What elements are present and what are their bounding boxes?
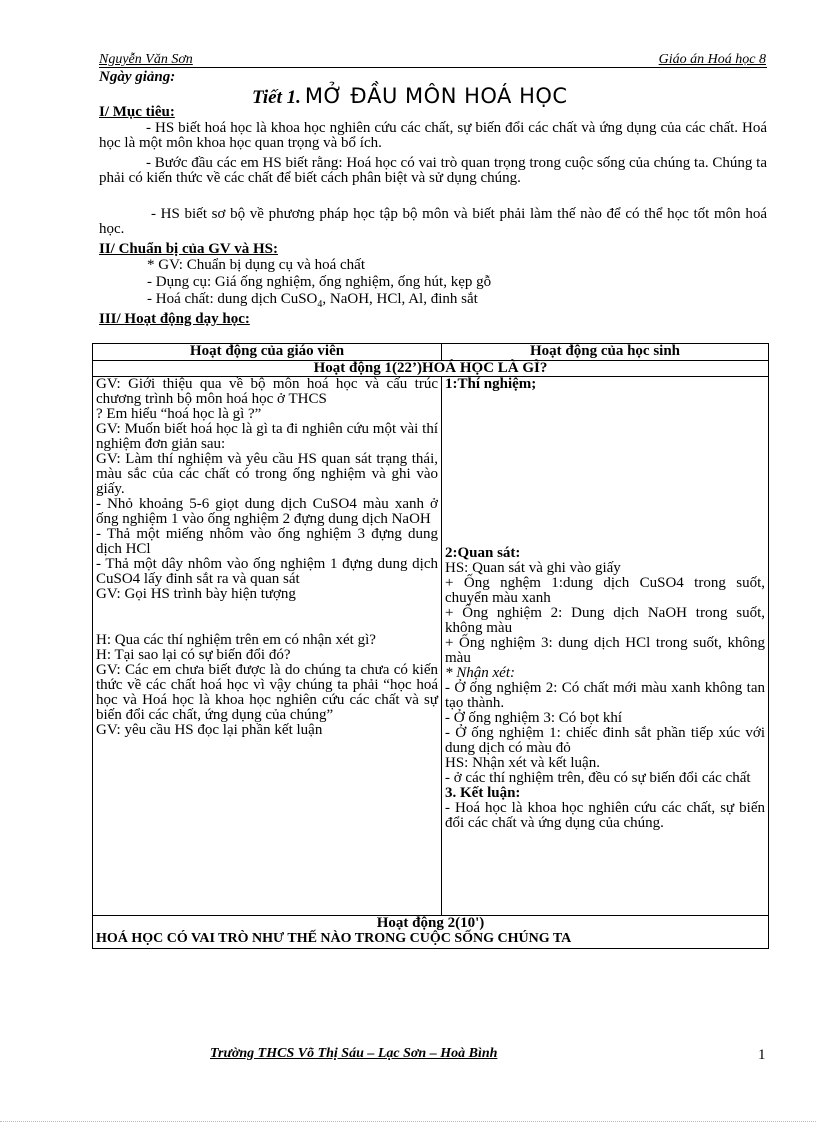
- teacher-item: GV: Làm thí nghiệm và yêu cầu HS quan sát trạng thái, màu sắc của các chất có trong ống nghiệm và ghi vào giấy.: [96, 451, 438, 497]
- section-preparation-heading: II/ Chuẩn bị của GV và HS:: [99, 241, 278, 257]
- teacher-item: GV: yêu cầu HS đọc lại phần kết luận: [96, 722, 323, 738]
- date-label: Ngày giảng:: [99, 69, 176, 85]
- footer-school: Trường THCS Võ Thị Sáu – Lạc Sơn – Hoà Bình: [210, 1046, 498, 1061]
- teacher-item: - Thả một dây nhôm vào ống nghiệm 1 đựng dung dịch CuSO4 lấy đinh sắt ra và quan sát: [96, 556, 438, 587]
- student-item: - Ở ống nghiệm 3: Có bọt khí: [445, 710, 623, 726]
- title-prefix: Tiết 1.: [252, 87, 301, 108]
- col-teacher-header: Hoạt động của giáo viên: [93, 344, 442, 361]
- header-divider: [99, 67, 767, 68]
- spacer: [445, 392, 765, 546]
- table-header-row: [93, 344, 769, 361]
- section-activities-heading: III/ Hoạt động dạy học:: [99, 311, 250, 327]
- section-objectives-heading: I/ Mục tiêu:: [99, 104, 175, 120]
- activity2-title: HOÁ HỌC CÓ VAI TRÒ NHƯ THẾ NÀO TRONG CUỘC SỐNG CHÚNG TA: [96, 931, 572, 946]
- student-item: HS: Nhận xét và kết luận.: [445, 755, 600, 771]
- student-remark-label: * Nhận xét:: [445, 665, 515, 681]
- student-item: + Ống nghiệm 3: dung dịch HCl trong suốt, không màu: [445, 635, 765, 666]
- objective-3: - HS biết sơ bộ về phương pháp học tập bộ môn và biết phải làm thế nào để có thể học tốt môn hoá học.: [99, 206, 767, 237]
- student-item: HS: Quan sát và ghi vào giấy: [445, 560, 621, 576]
- objective-1: - HS biết hoá học là khoa học nghiên cứu các chất, sự biến đổi các chất và ứng dụng của các chất. Hoá học là một môn khoa học quan trọng và bổ ích.: [99, 120, 767, 151]
- student-cell: [442, 377, 769, 916]
- student-item: - ở các thí nghiệm trên, đều có sự biến đổi các chất: [445, 770, 751, 786]
- objective-2: - Bước đầu các em HS biết rằng: Hoá học có vai trò quan trọng trong cuộc sống của chúng ta. Chúng ta phải có kiến thức về các chất để biết cách phân biệt và sử dụng chúng.: [99, 155, 767, 186]
- teacher-item: - Nhỏ khoảng 5-6 giọt dung dịch CuSO4 màu xanh ở ống nghiệm 1 vào ống nghiệm 2 đựng dung dịch NaOH: [96, 496, 438, 527]
- spacer: [96, 602, 438, 633]
- student-item: - Ở ống nghiệm 1: chiếc đinh sắt phần tiếp xúc với dung dịch có màu đỏ: [445, 725, 765, 756]
- teacher-item: ? Em hiểu “hoá học là gì ?”: [96, 406, 262, 422]
- activity1-row: [93, 361, 769, 377]
- student-heading-experiment: 1:Thí nghiệm;: [445, 376, 537, 392]
- activity1-title: HOÁ HỌC LÀ GÌ?: [421, 360, 548, 376]
- student-item: - Hoá học là khoa học nghiên cứu các chất, sự biến đổi các chất và ứng dụng của chúng.: [445, 800, 765, 831]
- activity1-label: Hoạt động 1(22’): [313, 360, 422, 376]
- student-item: - Ở ống nghiệm 2: Có chất mới màu xanh không tan tạo thành.: [445, 680, 765, 711]
- activity2-heading: [93, 916, 769, 949]
- page-number: 1: [758, 1047, 766, 1063]
- teacher-item: H: Qua các thí nghiệm trên em có nhận xét gì?: [96, 632, 376, 648]
- header-subject: Giáo án Hoá học 8: [658, 52, 766, 67]
- col-student-header: Hoạt động của học sinh: [442, 344, 769, 361]
- header-author: Nguyễn Văn Sơn: [99, 52, 193, 67]
- student-heading-conclusion: 3. Kết luận:: [445, 785, 521, 801]
- activity1-content-row: [93, 377, 769, 916]
- teacher-item: GV: Giới thiệu qua về bộ môn hoá học và cấu trúc chương trình bộ môn hoá học ở THCS: [96, 376, 438, 407]
- activity2-row: [93, 916, 769, 949]
- page-bottom-border: [0, 1121, 816, 1122]
- teacher-item: - Thả một miếng nhôm vào ống nghiệm 3 đựng dung dịch HCl: [96, 526, 438, 557]
- title-main: MỞ ĐẦU MÔN HOÁ HỌC: [304, 84, 568, 108]
- teacher-item: GV: Các em chưa biết được là do chúng ta chưa có kiến thức về các chất hoá học vì vậy chúng ta phải “học hoá học và Hoá học là khoa học nghiên cứu các chất và sự biến đổi các chất, ứng dụng của chúng”: [96, 662, 438, 723]
- prep-line-2: - Dụng cụ: Giá ống nghiệm, ống nghiệm, ống hút, kẹp gỗ: [147, 274, 492, 290]
- prep-line-3: - Hoá chất: dung dịch CuSO$_4$, NaOH, HCl, Al, đinh sắt: [147, 291, 478, 310]
- student-heading-observe: 2:Quan sát:: [445, 545, 521, 561]
- prep-line-1: * GV: Chuẩn bị dụng cụ và hoá chất: [147, 257, 366, 273]
- teacher-item: GV: Gọi HS trình bày hiện tượng: [96, 586, 296, 602]
- activity1-heading: [93, 361, 769, 377]
- teacher-item: H: Tại sao lại có sự biến đổi đó?: [96, 647, 291, 663]
- page-title: [252, 84, 568, 109]
- teacher-item: GV: Muốn biết hoá học là gì ta đi nghiên cứu một vài thí nghiệm đơn giản sau:: [96, 421, 438, 452]
- lesson-table: [92, 343, 769, 949]
- student-item: + Ống nghệm 1:dung dịch CuSO4 trong suốt, chuyển màu xanh: [445, 575, 765, 606]
- teacher-cell: [93, 377, 442, 916]
- activity2-label: Hoạt động 2(10'): [376, 915, 485, 931]
- student-item: + Ống nghiệm 2: Dung dịch NaOH trong suốt, không màu: [445, 605, 765, 636]
